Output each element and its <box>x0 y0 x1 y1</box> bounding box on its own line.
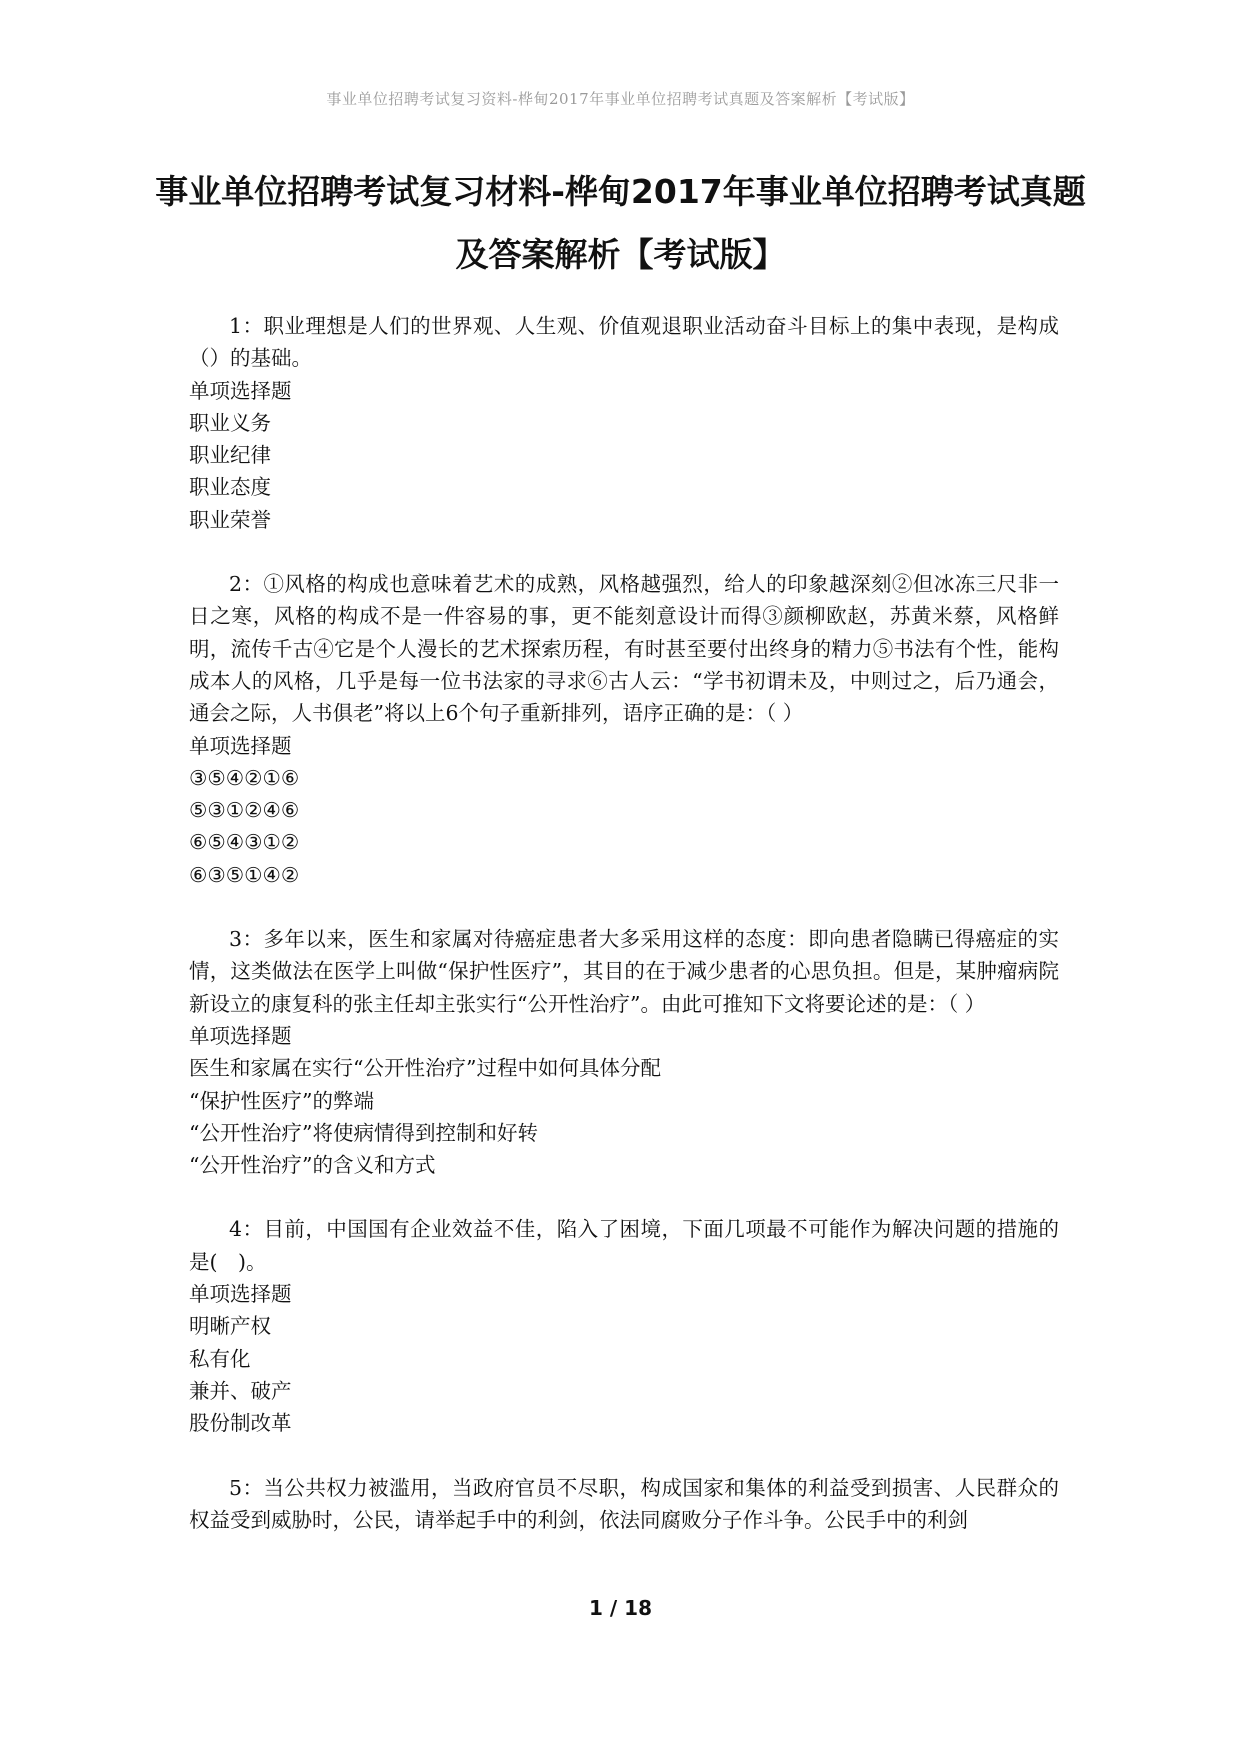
answer-option: 职业荣誉 <box>189 507 271 532</box>
answer-option: ③⑤④②①⑥ <box>189 765 300 790</box>
running-header: 事业单位招聘考试复习资料-桦甸2017年事业单位招聘考试真题及答案解析【考试版】 <box>326 90 915 108</box>
answer-option: “保护性医疗”的弊端 <box>189 1088 374 1113</box>
answer-option: 职业义务 <box>189 410 271 435</box>
answer-option: ⑤③①②④⑥ <box>189 798 300 823</box>
question-stem: 1：职业理想是人们的世界观、人生观、价值观退职业活动奋斗目标上的集中表现，是构成（）的基础。 <box>189 314 1059 371</box>
question-4 <box>189 1213 1059 1439</box>
question-type: 单项选择题 <box>189 1282 292 1307</box>
answer-option: “公开性治疗”将使病情得到控制和好转 <box>189 1120 538 1145</box>
answer-option: 私有化 <box>189 1346 251 1371</box>
document-title: 事业单位招聘考试复习材料-桦甸2017年事业单位招聘考试真题及答案解析【考试版】 <box>155 172 1086 274</box>
answer-option: 职业态度 <box>189 475 271 500</box>
question-stem: 4：目前，中国国有企业效益不佳，陷入了困境，下面几项最不可能作为解决问题的措施的是( )。 <box>189 1217 1059 1274</box>
answer-option: 兼并、破产 <box>189 1378 292 1403</box>
answer-option: “公开性治疗”的含义和方式 <box>189 1153 436 1178</box>
question-3 <box>189 923 1059 1181</box>
page-indicator: 1 / 18 <box>589 1596 652 1620</box>
question-2 <box>189 568 1059 891</box>
question-1 <box>189 310 1059 536</box>
question-list <box>189 310 1059 1568</box>
question-type: 单项选择题 <box>189 1023 292 1048</box>
answer-option: ⑥③⑤①④② <box>189 862 300 887</box>
question-stem: 2：①风格的构成也意味着艺术的成熟，风格越强烈，给人的印象越深刻②但冰冻三尺非一日之寒，风格的构成不是一件容易的事，更不能刻意设计而得③颜柳欧赵，苏黄米蔡，风格鲜明，流传千古④它是个人漫长的艺术探索历程，有时甚至要付出终身的精力⑤书法有个性，能构成本人的风格，几乎是每一位书法家的寻求⑥古人云：“学书初谓未及，中则过之，后乃通会，通会之际，人书俱老”将以上6个句子重新排列，语序正确的是：（ ） <box>189 572 1059 726</box>
answer-option: 医生和家属在实行“公开性治疗”过程中如何具体分配 <box>189 1056 661 1081</box>
question-type: 单项选择题 <box>189 733 292 758</box>
question-type: 单项选择题 <box>189 378 292 403</box>
answer-option: ⑥⑤④③①② <box>189 830 300 855</box>
answer-option: 明晰产权 <box>189 1314 271 1339</box>
answer-option: 职业纪律 <box>189 443 271 468</box>
question-stem: 3：多年以来，医生和家属对待癌症患者大多采用这样的态度：即向患者隐瞒已得癌症的实情，这类做法在医学上叫做“保护性医疗”，其目的在于减少患者的心思负担。但是，某肿瘤病院新设立的康复科的张主任却主张实行“公开性治疗”。由此可推知下文将要论述的是：（ ） <box>189 927 1059 1016</box>
question-5 <box>189 1472 1059 1537</box>
question-stem: 5：当公共权力被滥用，当政府官员不尽职，构成国家和集体的利益受到损害、人民群众的权益受到威胁时，公民，请举起手中的利剑，依法同腐败分子作斗争。公民手中的利剑 <box>189 1475 1059 1532</box>
answer-option: 股份制改革 <box>189 1411 292 1436</box>
